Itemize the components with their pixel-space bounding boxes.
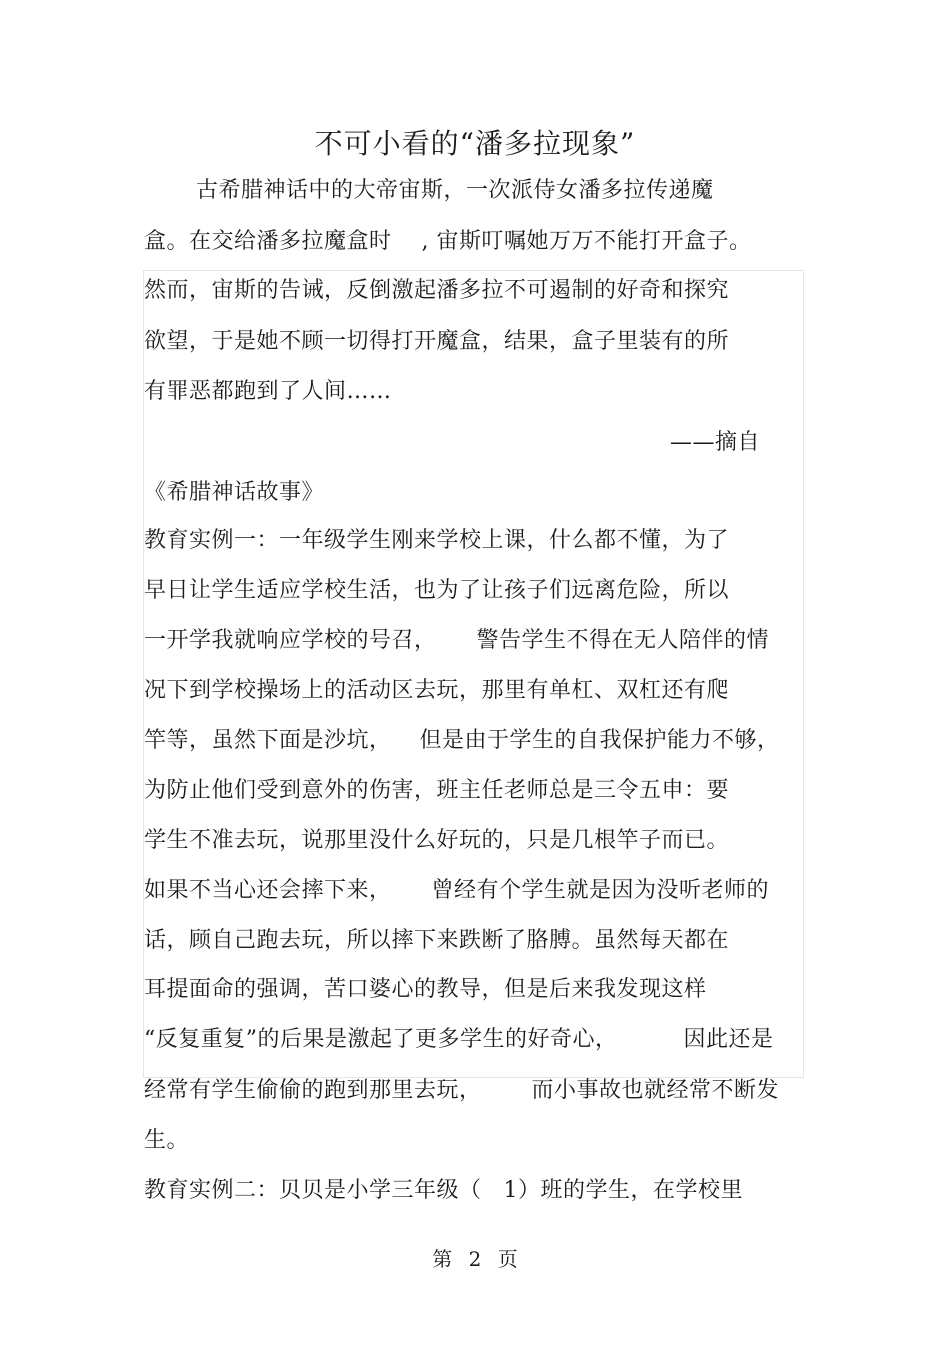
paragraph-line — [144, 227, 752, 257]
citation-attribution: ——摘自 — [669, 430, 760, 455]
paragraph-line: 然而，宙斯的告诫，反倒激起潘多拉不可遏制的好奇和探究 — [144, 278, 730, 303]
paragraph-line: 话，顾自己跑去玩，所以摔下来跌断了胳膊。虽然每天都在 — [144, 928, 730, 953]
paragraph-line: 有罪恶都跑到了人间…… — [144, 379, 392, 404]
text-run: 因此还是 — [683, 1027, 774, 1052]
text-run: 而小事故也就经常不断发 — [531, 1078, 780, 1103]
text-run: 曾经有个学生就是因为没听老师的 — [431, 878, 770, 903]
text-run: 一开学我就响应学校的号召， — [144, 628, 437, 653]
paragraph-line — [144, 626, 769, 656]
paragraph-line: 为防止他们受到意外的伤害，班主任老师总是三令五申：要 — [144, 778, 730, 803]
text-run: 如果不当心还会摔下来， — [144, 878, 392, 903]
text-run: 教育实例二：贝贝是小学三年级（ — [144, 1178, 482, 1203]
paragraph-line: 欲望，于是她不顾一切得打开魔盒，结果，盒子里装有的所 — [144, 329, 730, 354]
text-run: 警告学生不得在无人陪伴的情 — [476, 628, 770, 653]
paragraph-line: 早日让学生适应学校生活，也为了让孩子们远离危险，所以 — [144, 578, 730, 603]
paragraph-line: 学生不准去玩，说那里没什么好玩的，只是几根竿子而已。 — [144, 828, 730, 853]
paragraph-line — [144, 876, 769, 906]
page-number: 2 — [468, 1247, 482, 1271]
citation-source: 《希腊神话故事》 — [144, 480, 325, 505]
text-run: “反复重复”的后果是激起了更多学生的好奇心， — [144, 1027, 618, 1052]
footer-prefix: 第 — [432, 1247, 453, 1271]
paragraph-line: 教育实例一：一年级学生刚来学校上课，什么都不懂，为了 — [144, 528, 730, 553]
paragraph-line: 生。 — [144, 1128, 190, 1153]
footer-suffix: 页 — [497, 1247, 518, 1271]
paragraph-line — [144, 1176, 743, 1206]
document-title: 不可小看的“潘多拉现象” — [314, 127, 636, 160]
paragraph-line — [144, 1025, 774, 1055]
text-run: 竿等，虽然下面是沙坑， — [144, 728, 392, 753]
page-footer — [0, 1243, 950, 1272]
paragraph-line: 况下到学校操场上的活动区去玩，那里有单杠、双杠还有爬 — [144, 678, 730, 703]
text-run: 但是由于学生的自我保护能力不够， — [419, 728, 780, 753]
paragraph-line — [144, 1076, 779, 1106]
text-run: 1）班的学生，在学校里 — [503, 1178, 744, 1203]
text-run: 盒。在交给潘多拉魔盒时 — [144, 229, 392, 254]
paragraph-line: 古希腊神话中的大帝宙斯，一次派侍女潘多拉传递魔 — [196, 178, 714, 203]
paragraph-line — [144, 726, 780, 756]
paragraph-line: 耳提面命的强调，苦口婆心的教导，但是后来我发现这样 — [144, 977, 707, 1002]
text-run: , 宙斯叮嘱她万万不能打开盒子。 — [421, 229, 752, 254]
text-run: 经常有学生偷偷的跑到那里去玩， — [144, 1078, 482, 1103]
